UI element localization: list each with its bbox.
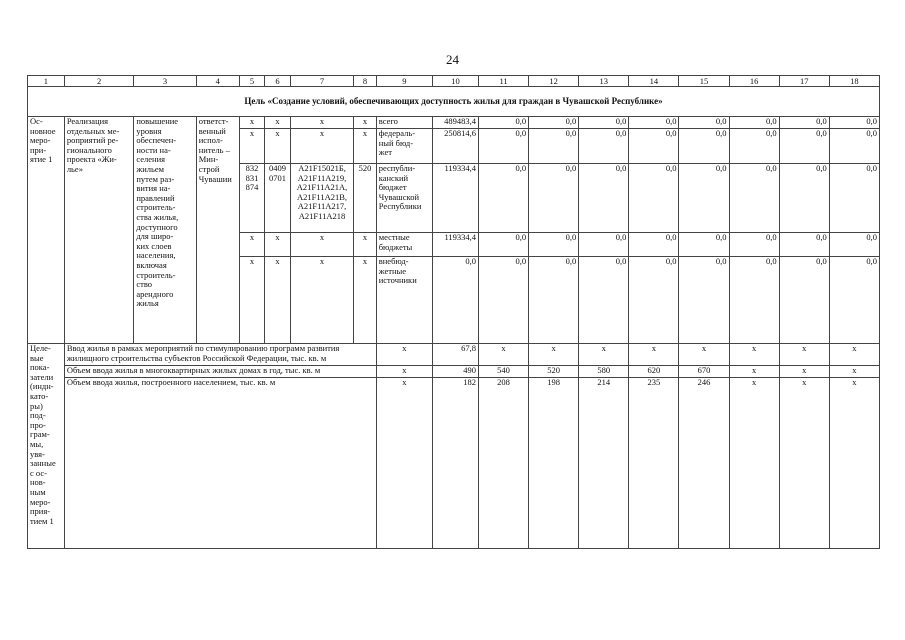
program-table xyxy=(27,75,880,549)
funding-source: всего xyxy=(376,117,432,129)
cell-grbs: x xyxy=(239,233,265,257)
cell-year-value: 0,0 xyxy=(779,164,829,233)
column-number-18: 18 xyxy=(829,76,879,87)
event-executor: ответст- венный испол- нитель – Мин- строй Чувашии xyxy=(196,117,239,344)
cell-indicator-year: 670 xyxy=(679,366,729,378)
cell-year-value: 0,0 xyxy=(529,233,579,257)
cell-indicator-year: 520 xyxy=(529,366,579,378)
cell-year-value: 0,0 xyxy=(529,117,579,129)
cell-grbs: 832 831 874 xyxy=(239,164,265,233)
event-name: Реализация отдельных ме- роприятий ре- гионального проекта «Жи- лье» xyxy=(64,117,134,344)
cell-year-value: 0,0 xyxy=(579,117,629,129)
cell-year-value: 0,0 xyxy=(679,233,729,257)
cell-year-value: 0,0 xyxy=(829,117,879,129)
column-number-7: 7 xyxy=(290,76,353,87)
cell-year-value: 0,0 xyxy=(529,129,579,164)
cell-target-article: x xyxy=(290,129,353,164)
cell-year-value: 0,0 xyxy=(729,117,779,129)
cell-year-value: 0,0 xyxy=(479,233,529,257)
cell-grbs: x xyxy=(239,117,265,129)
cell-section: x xyxy=(265,129,291,164)
cell-year-value: 0,0 xyxy=(629,257,679,344)
column-number-1: 1 xyxy=(28,76,65,87)
cell-total: 0,0 xyxy=(432,257,478,344)
funding-source: местные бюджеты xyxy=(376,233,432,257)
cell-grbs: x xyxy=(239,257,265,344)
indicator-row xyxy=(28,366,880,378)
goal-title: Цель «Создание условий, обеспечивающих доступность жилья для граждан в Чувашской Республике» xyxy=(28,87,880,117)
column-number-2: 2 xyxy=(64,76,134,87)
cell-year-value: 0,0 xyxy=(479,164,529,233)
cell-indicator-value: 182 xyxy=(432,378,478,549)
cell-year-value: 0,0 xyxy=(579,129,629,164)
cell-year-value: 0,0 xyxy=(779,117,829,129)
column-number-4: 4 xyxy=(196,76,239,87)
cell-year-value: 0,0 xyxy=(779,257,829,344)
cell-indicator-year: 540 xyxy=(479,366,529,378)
cell-year-value: 0,0 xyxy=(829,257,879,344)
cell-target-article: A21F15021Б, A21F11A219, A21F11A21A, A21F11A21B, A21F11A217, A21F11A218 xyxy=(290,164,353,233)
cell-indicator-year: 235 xyxy=(629,378,679,549)
cell-indicator-year: x xyxy=(829,366,879,378)
funding-source: внебюд- жетные источники xyxy=(376,257,432,344)
column-number-17: 17 xyxy=(779,76,829,87)
cell-grbs: x xyxy=(239,129,265,164)
cell-indicator-year: x xyxy=(729,366,779,378)
column-number-14: 14 xyxy=(629,76,679,87)
cell-indicator-year: x xyxy=(779,344,829,366)
page-number: 24 xyxy=(446,52,459,67)
cell-year-value: 0,0 xyxy=(629,233,679,257)
cell-target-article: x xyxy=(290,117,353,129)
cell-year-value: 0,0 xyxy=(529,257,579,344)
indicator-name: Объем ввода жилья, построенного населением, тыс. кв. м xyxy=(64,378,376,549)
cell-year-value: 0,0 xyxy=(829,129,879,164)
cell-indicator-year: 620 xyxy=(629,366,679,378)
cell-indicator-year: x xyxy=(579,344,629,366)
cell-year-value: 0,0 xyxy=(729,257,779,344)
cell-year-value: 0,0 xyxy=(479,129,529,164)
cell-year-value: 0,0 xyxy=(479,117,529,129)
cell-indicator-year: x xyxy=(529,344,579,366)
column-number-15: 15 xyxy=(679,76,729,87)
cell-expense-type: x xyxy=(354,129,377,164)
column-number-12: 12 xyxy=(529,76,579,87)
cell-year-value: 0,0 xyxy=(579,257,629,344)
funding-source: республи- канский бюджет Чувашской Республики xyxy=(376,164,432,233)
column-number-10: 10 xyxy=(432,76,478,87)
cell-expense-type: x xyxy=(354,257,377,344)
cell-year-value: 0,0 xyxy=(529,164,579,233)
cell-year-value: 0,0 xyxy=(629,117,679,129)
cell-year-value: 0,0 xyxy=(679,164,729,233)
cell-year-value: 0,0 xyxy=(679,129,729,164)
cell-year-value: 0,0 xyxy=(679,257,729,344)
column-number-11: 11 xyxy=(479,76,529,87)
indicator-name: Объем ввода жилья в многоквартирных жилых домах в год, тыс. кв. м xyxy=(64,366,376,378)
cell-indicator-year: x xyxy=(779,366,829,378)
cell-year-value: 0,0 xyxy=(779,233,829,257)
indicator-row xyxy=(28,344,880,366)
cell-indicator-year: x xyxy=(829,344,879,366)
indicator-name: Ввод жилья в рамках мероприятий по стимулированию программ развития жилищного строительства субъектов Российской Федерации, тыс. кв. м xyxy=(64,344,376,366)
cell-indicator-year: x xyxy=(679,344,729,366)
cell-indicator-year: 246 xyxy=(679,378,729,549)
cell-total: 119334,4 xyxy=(432,164,478,233)
cell-total: 119334,4 xyxy=(432,233,478,257)
cell-indicator-x: x xyxy=(376,344,432,366)
funding-row xyxy=(28,117,880,129)
cell-year-value: 0,0 xyxy=(629,164,679,233)
column-number-13: 13 xyxy=(579,76,629,87)
cell-indicator-year: x xyxy=(779,378,829,549)
cell-year-value: 0,0 xyxy=(629,129,679,164)
cell-indicator-year: 580 xyxy=(579,366,629,378)
cell-year-value: 0,0 xyxy=(679,117,729,129)
cell-year-value: 0,0 xyxy=(579,233,629,257)
cell-total: 489483,4 xyxy=(432,117,478,129)
cell-indicator-x: x xyxy=(376,366,432,378)
funding-source: федераль- ный бюд- жет xyxy=(376,129,432,164)
cell-year-value: 0,0 xyxy=(829,233,879,257)
cell-total: 250814,6 xyxy=(432,129,478,164)
cell-indicator-year: x xyxy=(729,378,779,549)
cell-indicator-year: x xyxy=(629,344,679,366)
event-goal: повышение уровня обеспечен- ности на- селения жильем путем раз- вития на- правлений строитель- ства жилья, доступного для широ- ких слоев населения, включая строитель- ство арендного жилья xyxy=(134,117,196,344)
cell-section: x xyxy=(265,257,291,344)
indicator-row xyxy=(28,378,880,549)
cell-target-article: x xyxy=(290,257,353,344)
column-number-5: 5 xyxy=(239,76,265,87)
cell-year-value: 0,0 xyxy=(729,164,779,233)
goal-row xyxy=(28,87,880,117)
cell-expense-type: x xyxy=(354,233,377,257)
column-number-16: 16 xyxy=(729,76,779,87)
cell-expense-type: x xyxy=(354,117,377,129)
cell-year-value: 0,0 xyxy=(579,164,629,233)
column-number-3: 3 xyxy=(134,76,196,87)
cell-year-value: 0,0 xyxy=(779,129,829,164)
cell-year-value: 0,0 xyxy=(479,257,529,344)
cell-indicator-year: x xyxy=(479,344,529,366)
cell-year-value: 0,0 xyxy=(729,233,779,257)
cell-section: 0409 0701 xyxy=(265,164,291,233)
cell-indicator-year: 198 xyxy=(529,378,579,549)
column-number-9: 9 xyxy=(376,76,432,87)
cell-expense-type: 520 xyxy=(354,164,377,233)
cell-section: x xyxy=(265,117,291,129)
cell-indicator-value: 490 xyxy=(432,366,478,378)
indicators-label: Целе- вые пока- затели (индн- като- ры) под- про- грам- мы, увя- занные с ос- нов- ным меро- прия- тием 1 xyxy=(28,344,65,549)
cell-indicator-year: 214 xyxy=(579,378,629,549)
column-number-6: 6 xyxy=(265,76,291,87)
cell-indicator-x: x xyxy=(376,378,432,549)
cell-year-value: 0,0 xyxy=(829,164,879,233)
column-number-8: 8 xyxy=(354,76,377,87)
cell-section: x xyxy=(265,233,291,257)
cell-indicator-value: 67,8 xyxy=(432,344,478,366)
cell-indicator-year: x xyxy=(829,378,879,549)
header-row xyxy=(28,76,880,87)
event-type: Ос- новное меро- при- ятие 1 xyxy=(28,117,65,344)
cell-year-value: 0,0 xyxy=(729,129,779,164)
cell-target-article: x xyxy=(290,233,353,257)
cell-indicator-year: 208 xyxy=(479,378,529,549)
cell-indicator-year: x xyxy=(729,344,779,366)
